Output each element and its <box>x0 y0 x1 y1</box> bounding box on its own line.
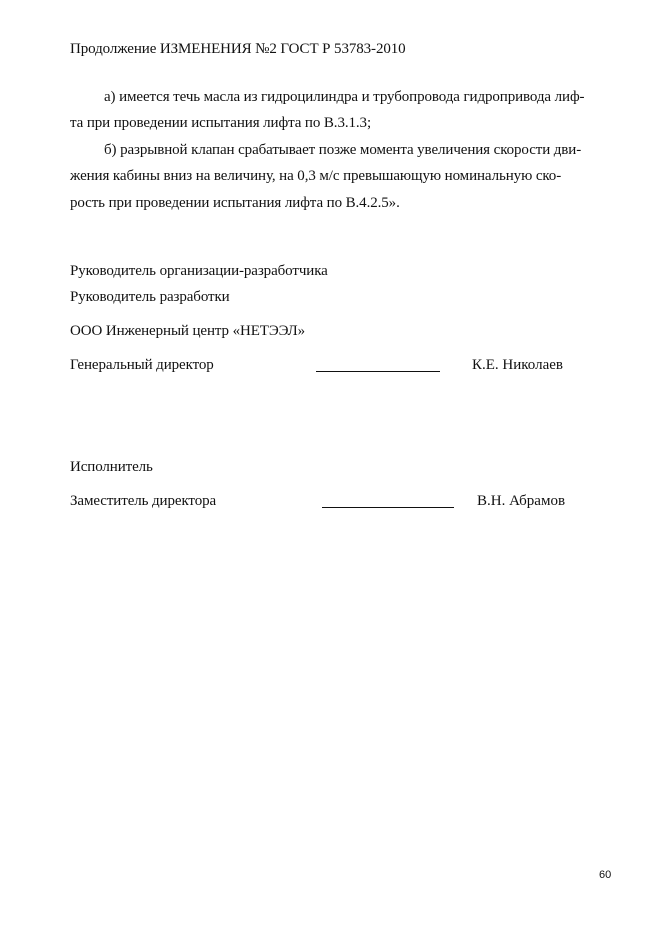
development-head-label: Руководитель разработки <box>70 289 230 305</box>
executor-label: Исполнитель <box>70 459 153 475</box>
executor-name: В.Н. Абрамов <box>477 493 566 509</box>
executor-signature-line <box>322 507 454 508</box>
page-header: Продолжение ИЗМЕНЕНИЯ №2 ГОСТ Р 53783-2010 <box>70 41 406 57</box>
item-b-line-3: рость при проведении испытания лифта по В.4.2.5». <box>70 195 400 211</box>
organization-name: ООО Инженерный центр «НЕТЭЭЛ» <box>70 323 305 339</box>
item-a-line-2: та при проведении испытания лифта по В.3.1.3; <box>70 115 372 131</box>
developer-org-head-label: Руководитель организации-разработчика <box>70 263 328 279</box>
page-number: 60 <box>599 869 612 881</box>
executor-position: Заместитель директора <box>70 493 217 509</box>
developer-position: Генеральный директор <box>70 357 214 373</box>
item-b-line-2: жения кабины вниз на величину, на 0,3 м/с превышающую номинальную ско- <box>70 168 562 184</box>
item-b-line-1: б) разрывной клапан срабатывает позже момента увеличения скорости дви- <box>104 142 582 158</box>
item-a-line-1: а) имеется течь масла из гидроцилиндра и трубопровода гидропривода лиф- <box>104 89 585 105</box>
developer-name: К.Е. Николаев <box>472 357 563 373</box>
developer-signature-line <box>316 371 440 372</box>
